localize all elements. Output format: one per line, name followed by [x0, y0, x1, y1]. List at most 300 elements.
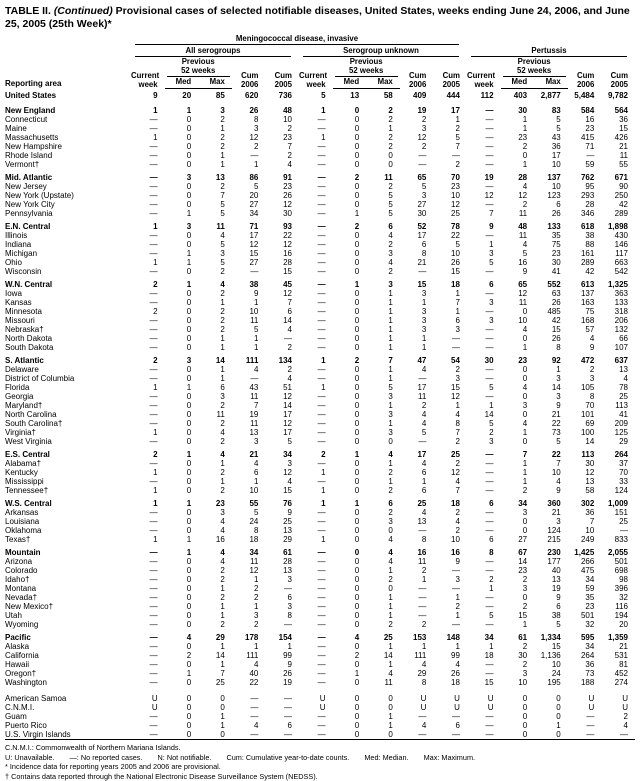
value-cell: U: [131, 703, 165, 712]
value-cell: 3: [400, 325, 434, 334]
value-cell: 1: [299, 495, 333, 508]
value-cell: 360: [534, 495, 568, 508]
value-cell: 124: [601, 486, 635, 495]
value-cell: —: [232, 374, 266, 383]
value-cell: 0: [165, 712, 199, 721]
value-cell: 6: [198, 383, 232, 392]
value-cell: —: [299, 660, 333, 669]
value-cell: 85: [198, 89, 232, 103]
value-cell: 2: [433, 365, 467, 374]
value-cell: 3: [366, 276, 400, 289]
value-cell: 2: [400, 142, 434, 151]
value-cell: —: [131, 249, 165, 258]
table-row: [5, 352, 635, 365]
reporting-area-cell: Georgia: [5, 392, 131, 401]
value-cell: 22: [232, 678, 266, 687]
value-cell: 70: [568, 401, 602, 410]
value-cell: —: [299, 566, 333, 575]
value-cell: 1,136: [534, 651, 568, 660]
value-cell: 9,782: [601, 89, 635, 103]
value-cell: 23: [265, 133, 299, 142]
value-cell: 3: [400, 191, 434, 200]
value-cell: 6: [265, 721, 299, 730]
value-cell: —: [467, 307, 501, 316]
value-cell: 5: [366, 383, 400, 392]
value-cell: 35: [568, 593, 602, 602]
value-cell: 2: [366, 468, 400, 477]
value-cell: 30: [568, 459, 602, 468]
value-cell: 1: [333, 669, 367, 678]
value-cell: 0: [333, 730, 367, 740]
value-cell: 2: [232, 584, 266, 593]
value-cell: —: [299, 343, 333, 352]
value-cell: 40: [534, 566, 568, 575]
table-row: [5, 276, 635, 289]
value-cell: 0: [501, 410, 535, 419]
value-cell: —: [400, 151, 434, 160]
table-row: [5, 459, 635, 468]
value-cell: 24: [232, 517, 266, 526]
value-cell: 21: [400, 258, 434, 267]
value-cell: 0: [165, 557, 199, 566]
value-cell: 0: [165, 374, 199, 383]
value-cell: 4: [265, 325, 299, 334]
table-row: [5, 401, 635, 410]
value-cell: 2: [198, 115, 232, 124]
reporting-area-cell: Oklahoma: [5, 526, 131, 535]
value-cell: 148: [433, 629, 467, 642]
value-cell: 0: [534, 703, 568, 712]
value-cell: 7: [501, 446, 535, 459]
value-cell: 25: [601, 517, 635, 526]
col-header-max: Max: [366, 77, 400, 89]
value-cell: 1: [131, 258, 165, 267]
value-cell: 0: [366, 687, 400, 703]
table-row: [5, 669, 635, 678]
reporting-area-cell: Vermont†: [5, 160, 131, 169]
value-cell: 3: [433, 374, 467, 383]
value-cell: 2: [501, 200, 535, 209]
value-cell: —: [467, 459, 501, 468]
value-cell: 0: [165, 240, 199, 249]
value-cell: 0: [534, 730, 568, 740]
value-cell: 54: [433, 352, 467, 365]
value-cell: 38: [534, 611, 568, 620]
value-cell: 0: [165, 593, 199, 602]
value-cell: 7: [568, 517, 602, 526]
value-cell: 1: [534, 365, 568, 374]
value-cell: 3: [400, 316, 434, 325]
value-cell: 9: [467, 218, 501, 231]
value-cell: 123: [534, 191, 568, 200]
value-cell: 35: [534, 231, 568, 240]
value-cell: 2: [400, 401, 434, 410]
value-cell: —: [400, 160, 434, 169]
value-cell: 1: [433, 115, 467, 124]
value-cell: 13: [400, 517, 434, 526]
value-cell: 16: [433, 544, 467, 557]
value-cell: 10: [534, 468, 568, 477]
value-cell: U: [299, 687, 333, 703]
value-cell: 0: [501, 703, 535, 712]
value-cell: 6: [433, 316, 467, 325]
value-cell: 7: [433, 486, 467, 495]
reporting-area-cell: New York (Upstate): [5, 191, 131, 200]
value-cell: 1: [165, 383, 199, 392]
table-row: [5, 703, 635, 712]
value-cell: 0: [333, 721, 367, 730]
value-cell: 14: [568, 437, 602, 446]
value-cell: 18: [232, 535, 266, 544]
value-cell: —: [131, 678, 165, 687]
value-cell: 0: [198, 703, 232, 712]
value-cell: 3: [265, 459, 299, 468]
value-cell: 36: [568, 660, 602, 669]
value-cell: 14: [366, 651, 400, 660]
value-cell: 1: [198, 343, 232, 352]
value-cell: 0: [333, 468, 367, 477]
value-cell: 0: [501, 687, 535, 703]
value-cell: 5: [299, 89, 333, 103]
value-cell: 2: [366, 267, 400, 276]
value-cell: 34: [232, 544, 266, 557]
value-cell: 11: [400, 392, 434, 401]
value-cell: 1: [232, 575, 266, 584]
value-cell: 111: [232, 352, 266, 365]
value-cell: 10: [265, 115, 299, 124]
table-row: [5, 642, 635, 651]
value-cell: 4: [198, 557, 232, 566]
col-header-cum-2006: Cum 2006: [568, 57, 602, 89]
col-header-current-week: Current week: [131, 57, 165, 89]
reporting-area-cell: South Carolina†: [5, 419, 131, 428]
value-cell: —: [601, 730, 635, 740]
value-cell: 26: [534, 209, 568, 218]
reporting-area-cell: United States: [5, 89, 131, 103]
value-cell: 0: [165, 468, 199, 477]
value-cell: —: [467, 526, 501, 535]
value-cell: 1: [366, 307, 400, 316]
value-cell: 112: [467, 89, 501, 103]
value-cell: 430: [601, 231, 635, 240]
reporting-area-cell: Maine: [5, 124, 131, 133]
value-cell: 133: [534, 218, 568, 231]
value-cell: 1: [232, 642, 266, 651]
value-cell: 78: [433, 218, 467, 231]
value-cell: 93: [265, 218, 299, 231]
value-cell: 1: [165, 535, 199, 544]
value-cell: 52: [400, 218, 434, 231]
value-cell: 9: [131, 89, 165, 103]
value-cell: 833: [601, 535, 635, 544]
value-cell: 1: [400, 343, 434, 352]
value-cell: 302: [568, 495, 602, 508]
value-cell: 0: [333, 160, 367, 169]
table-row: [5, 687, 635, 703]
value-cell: —: [299, 575, 333, 584]
value-cell: —: [131, 169, 165, 182]
value-cell: 2: [400, 115, 434, 124]
value-cell: 3: [534, 374, 568, 383]
value-cell: 2: [198, 267, 232, 276]
value-cell: —: [299, 209, 333, 218]
value-cell: 0: [333, 687, 367, 703]
value-cell: 63: [534, 289, 568, 298]
value-cell: 20: [601, 620, 635, 629]
value-cell: —: [467, 730, 501, 740]
value-cell: 0: [198, 687, 232, 703]
value-cell: —: [299, 160, 333, 169]
value-cell: 1: [333, 276, 367, 289]
value-cell: 1: [198, 611, 232, 620]
reporting-area-cell: E.S. Central: [5, 446, 131, 459]
value-cell: 13: [568, 477, 602, 486]
value-cell: 34: [467, 629, 501, 642]
value-cell: —: [131, 231, 165, 240]
value-cell: 5: [366, 191, 400, 200]
value-cell: 11: [232, 316, 266, 325]
value-cell: 3: [198, 392, 232, 401]
value-cell: 8: [265, 611, 299, 620]
value-cell: 21: [534, 410, 568, 419]
value-cell: —: [131, 316, 165, 325]
value-cell: 1,359: [601, 629, 635, 642]
value-cell: 11: [232, 392, 266, 401]
value-cell: 1: [198, 298, 232, 307]
value-cell: 1: [501, 428, 535, 437]
value-cell: 4: [198, 428, 232, 437]
table-row: [5, 468, 635, 477]
value-cell: —: [400, 602, 434, 611]
reporting-area-cell: Utah: [5, 611, 131, 620]
value-cell: 1: [366, 365, 400, 374]
value-cell: 0: [165, 200, 199, 209]
value-cell: 29: [198, 629, 232, 642]
value-cell: 20: [232, 191, 266, 200]
value-cell: —: [299, 231, 333, 240]
value-cell: —: [131, 142, 165, 151]
value-cell: 25: [265, 517, 299, 526]
value-cell: —: [433, 334, 467, 343]
value-cell: 0: [165, 124, 199, 133]
value-cell: 0: [333, 642, 367, 651]
value-cell: 16: [400, 544, 434, 557]
value-cell: 1: [400, 642, 434, 651]
value-cell: 293: [568, 191, 602, 200]
value-cell: 0: [333, 712, 367, 721]
legend-item: Cum: Cumulative year-to-date counts.: [226, 753, 349, 763]
value-cell: 38: [568, 231, 602, 240]
reporting-area-cell: Idaho†: [5, 575, 131, 584]
reporting-area-cell: Hawaii: [5, 660, 131, 669]
value-cell: 70: [433, 169, 467, 182]
value-cell: 26: [433, 258, 467, 267]
reporting-area-header: Reporting area: [5, 34, 131, 89]
value-cell: 1: [131, 428, 165, 437]
value-cell: —: [299, 115, 333, 124]
value-cell: 2: [433, 437, 467, 446]
value-cell: 1: [198, 124, 232, 133]
value-cell: 12: [232, 133, 266, 142]
value-cell: 1: [299, 383, 333, 392]
reporting-area-cell: Arkansas: [5, 508, 131, 517]
table-row: [5, 410, 635, 419]
value-cell: 4: [265, 477, 299, 486]
value-cell: 1: [400, 575, 434, 584]
value-cell: 0: [165, 298, 199, 307]
value-cell: 3: [433, 575, 467, 584]
value-cell: 209: [601, 419, 635, 428]
reporting-area-cell: Kansas: [5, 298, 131, 307]
value-cell: 47: [400, 352, 434, 365]
value-cell: 1: [265, 642, 299, 651]
value-cell: 11: [501, 209, 535, 218]
value-cell: 206: [601, 316, 635, 325]
value-cell: 30: [501, 102, 535, 115]
value-cell: 1: [366, 611, 400, 620]
value-cell: 30: [467, 352, 501, 365]
value-cell: —: [400, 712, 434, 721]
value-cell: 3: [366, 249, 400, 258]
value-cell: 154: [265, 629, 299, 642]
value-cell: 1: [232, 334, 266, 343]
value-cell: 409: [400, 89, 434, 103]
value-cell: 45: [265, 276, 299, 289]
value-cell: 19: [232, 410, 266, 419]
value-cell: 0: [333, 678, 367, 687]
value-cell: 2: [433, 526, 467, 535]
value-cell: 1: [198, 160, 232, 169]
value-cell: 19: [265, 678, 299, 687]
value-cell: 5: [433, 240, 467, 249]
value-cell: —: [131, 477, 165, 486]
value-cell: 7: [232, 401, 266, 410]
value-cell: —: [131, 669, 165, 678]
value-cell: —: [299, 142, 333, 151]
value-cell: 3: [366, 428, 400, 437]
value-cell: 5: [198, 240, 232, 249]
value-cell: 4: [601, 721, 635, 730]
value-cell: 1: [198, 602, 232, 611]
table-row: [5, 428, 635, 437]
value-cell: —: [299, 401, 333, 410]
value-cell: 5: [198, 258, 232, 267]
value-cell: —: [131, 437, 165, 446]
table-row: [5, 383, 635, 392]
value-cell: 1: [366, 401, 400, 410]
value-cell: —: [131, 575, 165, 584]
value-cell: 18: [433, 678, 467, 687]
value-cell: 620: [232, 89, 266, 103]
value-cell: 1: [433, 642, 467, 651]
value-cell: 0: [333, 535, 367, 544]
value-cell: 250: [601, 191, 635, 200]
reporting-area-cell: Michigan: [5, 249, 131, 258]
value-cell: 4: [400, 459, 434, 468]
value-cell: 637: [601, 352, 635, 365]
value-cell: 25: [433, 209, 467, 218]
value-cell: 98: [601, 575, 635, 584]
value-cell: 0: [333, 392, 367, 401]
table-row: [5, 218, 635, 231]
value-cell: 51: [265, 383, 299, 392]
value-cell: 0: [165, 660, 199, 669]
value-cell: 22: [433, 231, 467, 240]
group-header-pertussis: Pertussis: [467, 45, 635, 57]
value-cell: 5: [534, 115, 568, 124]
value-cell: 9: [232, 289, 266, 298]
col-header-med: Med: [501, 77, 535, 89]
value-cell: 4: [198, 231, 232, 240]
value-cell: 0: [333, 334, 367, 343]
value-cell: 32: [601, 593, 635, 602]
value-cell: 15: [501, 611, 535, 620]
value-cell: 3: [232, 437, 266, 446]
value-cell: —: [433, 712, 467, 721]
value-cell: —: [299, 629, 333, 642]
value-cell: 5: [232, 325, 266, 334]
value-cell: —: [467, 334, 501, 343]
value-cell: 0: [366, 526, 400, 535]
value-cell: 452: [601, 669, 635, 678]
value-cell: 9: [534, 401, 568, 410]
value-cell: —: [131, 200, 165, 209]
value-cell: 111: [232, 651, 266, 660]
value-cell: 8: [400, 535, 434, 544]
value-cell: 48: [265, 102, 299, 115]
value-cell: 1: [198, 584, 232, 593]
footnote-nedss: † Contains data reported through the National Electronic Disease Surveillance System (NEDSS).: [5, 772, 635, 781]
value-cell: 2: [366, 133, 400, 142]
value-cell: —: [299, 267, 333, 276]
value-cell: 11: [601, 151, 635, 160]
value-cell: 2: [198, 307, 232, 316]
value-cell: 1: [433, 611, 467, 620]
value-cell: —: [299, 191, 333, 200]
value-cell: —: [400, 611, 434, 620]
reporting-area-cell: E.N. Central: [5, 218, 131, 231]
value-cell: 403: [501, 89, 535, 103]
reporting-area-cell: C.N.M.I.: [5, 703, 131, 712]
value-cell: —: [299, 334, 333, 343]
value-cell: 0: [165, 419, 199, 428]
table-row: [5, 526, 635, 535]
value-cell: —: [299, 508, 333, 517]
value-cell: 17: [433, 102, 467, 115]
value-cell: —: [568, 721, 602, 730]
value-cell: 2: [366, 182, 400, 191]
value-cell: 8: [568, 392, 602, 401]
value-cell: 584: [568, 102, 602, 115]
table-row: [5, 651, 635, 660]
value-cell: 13: [601, 365, 635, 374]
value-cell: 4: [433, 660, 467, 669]
value-cell: —: [467, 660, 501, 669]
reporting-area-cell: Nevada†: [5, 593, 131, 602]
value-cell: 2: [366, 486, 400, 495]
value-cell: 11: [501, 231, 535, 240]
value-cell: —: [131, 629, 165, 642]
value-cell: —: [131, 298, 165, 307]
value-cell: —: [467, 620, 501, 629]
value-cell: 36: [568, 508, 602, 517]
value-cell: —: [467, 289, 501, 298]
table-row: [5, 169, 635, 182]
value-cell: 564: [601, 102, 635, 115]
value-cell: 4: [198, 544, 232, 557]
reporting-area-cell: Missouri: [5, 316, 131, 325]
value-cell: 58: [366, 89, 400, 103]
